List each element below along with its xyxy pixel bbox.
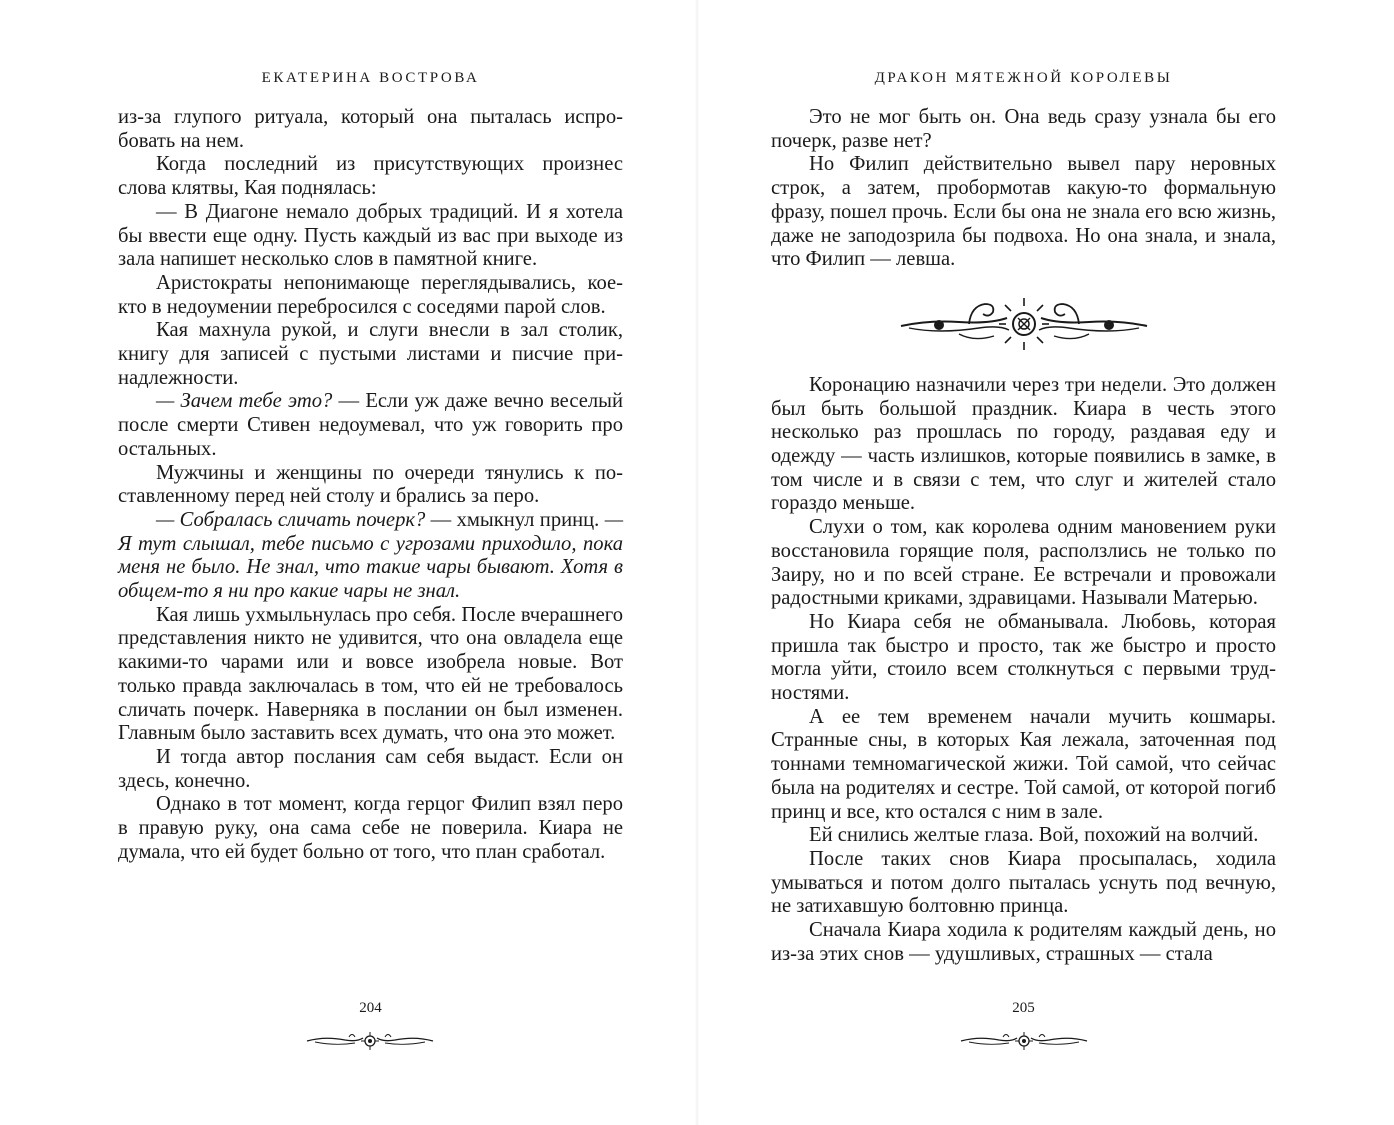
italic-speech: — Зачем тебе это? <box>156 390 333 413</box>
paragraph: Ей снились желтые глаза. Вой, похожий на волчий. <box>809 824 1259 847</box>
paragraph: Но Киара себя не обманывала. Любовь, которая пришла так быстро и просто, так же быстро и просто могла уйти, стоило всем столкнуться с первыми трудностями. <box>771 610 1276 705</box>
left-text-block <box>118 106 623 865</box>
italic-speech: — Собралась сличать почерк? <box>156 508 426 531</box>
right-text-block <box>771 106 1276 967</box>
paragraph: А ее тем временем начали мучить кошмары. Странные сны, в которых Кая лежала, заточенная под тоннами темномагической жижи. Той самой, что сейчас была на родителях и сестре. Той самой, от которой погиб принц и все, кто остался с ним в зале. <box>771 705 1276 823</box>
right-page <box>697 0 1394 1125</box>
paragraph: Но Филип действительно вывел пару неровных строк, а затем, пробормотав какую-то формальную фразу, пошел прочь. Если бы она не знала его всю жизнь, даже не заподозрила бы подвоха. Но она знала, и знала, что Филип — левша. <box>771 153 1276 271</box>
paragraph-dialogue <box>118 509 623 604</box>
narration: — Если уж даже вечно веселый после смерти Стивен недоумевал, что уж говорить про остальных. <box>118 390 623 460</box>
paragraph: Мужчины и женщины по очереди тянулись к поставленному перед ней столу и брались за перо. <box>118 461 623 508</box>
paragraph: Кая лишь ухмыльнулась про себя. После вчерашнего представления никто не удивится, что она овладела еще какими-то чарами или и вовсе изобрела новые. Вот только правда заключалась в том, что ей не требовалось сличать почерк. Наверняка в послании он был изменен. Главным было заставить всех думать, что она это может. <box>118 603 623 745</box>
running-head-title: ДРАКОН МЯТЕЖНОЙ КОРОЛЕВЫ <box>874 70 1173 86</box>
sun-flourish-ornament-icon <box>899 294 1149 354</box>
running-head-author: ЕКАТЕРИНА ВОСТРОВА <box>261 70 480 86</box>
paragraph: Коронацию назначили через три недели. Это должен был быть большой праздник. Киара в честь этого несколько раз прошлась по городу, раздавая еду и одежду — часть излишков, которые появились в замке, в том числе и в связи с тем, что слуг и жителей стало гораздо меньше. <box>771 373 1276 515</box>
paragraph: После таких снов Киара просыпалась, ходила умываться и потом долго пыталась уснуть под вечную, не затихавшую болтовню принца. <box>771 847 1276 918</box>
paragraph: И тогда автор послания сам себя выдаст. Если он здесь, конечно. <box>118 745 623 792</box>
paragraph-dialogue <box>118 390 623 461</box>
paragraph: Кая махнула рукой, и слуги внесли в зал столик, книгу для записей с пустыми листами и писчие принадлежности. <box>118 319 623 389</box>
paragraph: Аристократы непонимающе переглядывались, кое-кто в недоумении перебросился с соседями парой слов. <box>118 271 623 318</box>
page-number: 204 <box>359 1000 382 1016</box>
paragraph: из-за глупого ритуала, который она пыталась испробовать на нем. <box>118 106 623 152</box>
small-flourish-ornament-icon <box>305 1028 435 1054</box>
paragraph: Однако в тот момент, когда герцог Филип взял перо в правую руку, она сама себе не поверила. Киара не думала, что ей будет больно от того, что план сработал. <box>118 793 623 863</box>
narration: — хмыкнул принц. <box>425 508 605 531</box>
paragraph: Слухи о том, как королева одним мановением руки восстановила горящие поля, расползлись не только по Заиру, но и по всей стране. Ее встречали и провожали радостными криками, здравицами. Называли Матерью. <box>771 516 1276 610</box>
paragraph: Сначала Киара ходила к родителям каждый день, но из-за этих снов — удушливых, страшных — стала <box>771 919 1276 965</box>
small-flourish-ornament-icon <box>959 1028 1089 1054</box>
page-number: 205 <box>1012 1000 1035 1016</box>
paragraph: Когда последний из присутствующих произнес слова клятвы, Кая поднялась: <box>118 153 623 200</box>
italic-speech: — Я тут слышал, тебе письмо с угрозами приходило, пока меня не было. Не знал, что такие чары бывают. Хотя в общем-то я ни про какие чары не знал. <box>118 508 623 603</box>
paragraph: — В Диагоне немало добрых традиций. И я хотела бы ввести еще одну. Пусть каждый из вас при выходе из зала напишет несколько слов в памятной книге. <box>118 200 623 271</box>
paragraph: Это не мог быть он. Она ведь сразу узнала бы его почерк, разве нет? <box>771 106 1276 152</box>
